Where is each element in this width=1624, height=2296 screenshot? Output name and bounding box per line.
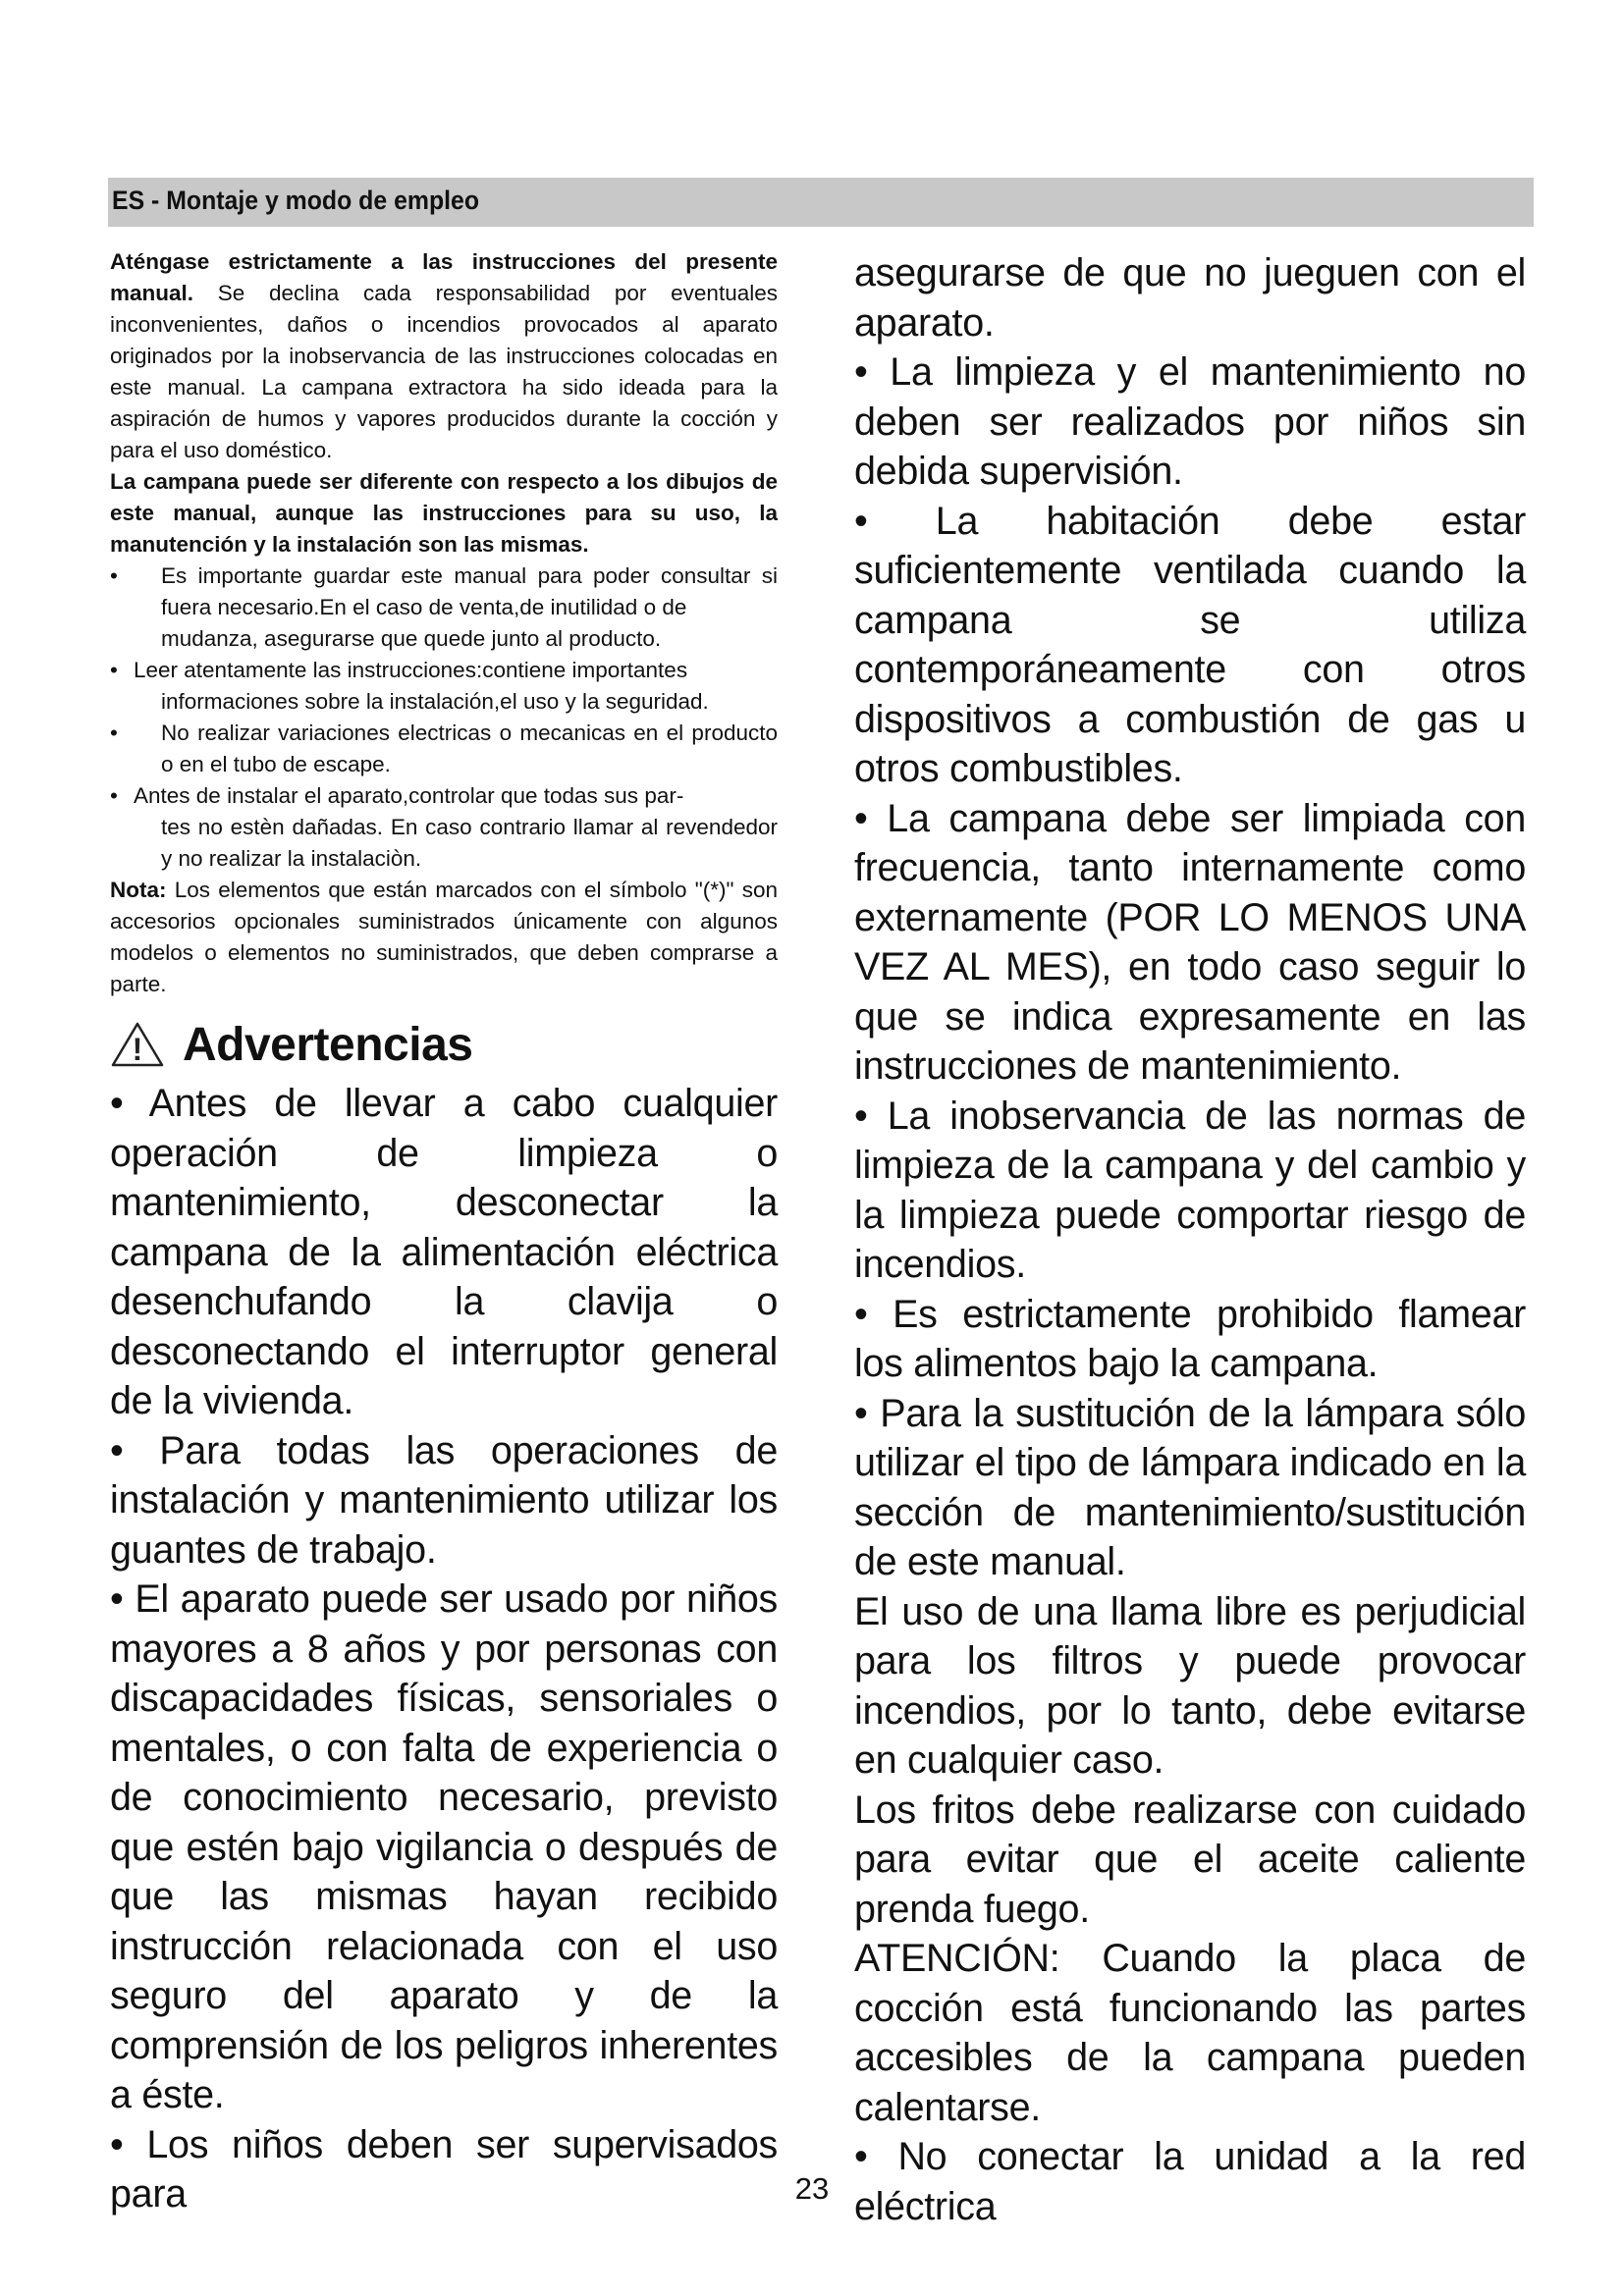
warning-item: • Los niños deben ser supervisados para bbox=[110, 2122, 778, 2216]
list-item: • No realizar variaciones electricas o mecanicas en el producto o en el tubo de escape. bbox=[110, 721, 778, 776]
svg-text:!: ! bbox=[132, 1032, 143, 1067]
warning-item: • Para todas las operaciones de instalación y mantenimiento utilizar los guantes de trabajo. bbox=[110, 1428, 778, 1572]
list-item: • Es importante guardar este manual para poder consultar si fuera necesario.En el caso de venta,de inutilidad o de bbox=[110, 563, 778, 619]
warning-triangle-icon bbox=[110, 1021, 165, 1068]
warning-item: • La inobservancia de las normas de limpieza de la campana y del cambio y la limpieza puede comportar riesgo de incendios. bbox=[854, 1094, 1526, 1286]
intro-paragraph bbox=[110, 246, 778, 466]
warning-item: • La campana debe ser limpiada con frecuencia, tanto internamente como externamente (POR LO MENOS UNA VEZ AL MES), en todo caso seguir lo que se indica expresamente en las instrucciones de mantenimiento. bbox=[854, 796, 1526, 1088]
warnings-title: Advertencias bbox=[183, 1018, 473, 1071]
drawing-note bbox=[110, 466, 778, 561]
warning-item: • Para la sustitución de la lámpara sólo utilizar el tipo de lámpara indicado en la sección de mantenimiento/sustitución de este manual. bbox=[854, 1391, 1526, 1583]
list-item-continuation: informaciones sobre la instalación,el uso y la seguridad. bbox=[161, 689, 709, 714]
warning-item: • El aparato puede ser usado por niños mayores a 8 años y por personas con discapacidades físicas, sensoriales o mentales, o con falta de experiencia o de conocimiento necesario, previsto que estén bajo vigilancia o después de que las mismas hayan recibido instrucción relacionada con el uso seguro del aparato y de la comprensión de los peligros inherentes a éste. bbox=[110, 1577, 778, 2116]
drawing-note-text: La campana puede ser diferente con respecto a los dibujos de este manual, aunque las instrucciones para su uso, la manutención y la instalación son las mismas. bbox=[110, 469, 778, 557]
note-paragraph bbox=[110, 875, 778, 1000]
section-title: ES - Montaje y modo de empleo bbox=[112, 186, 480, 215]
warning-item: • La habitación debe estar suficientemente ventilada cuando la campana se utiliza contemporáneamente con otros dispositivos a combustión de gas u otros combustibles. bbox=[854, 499, 1526, 790]
intro-bold-text: Aténgase estrictamente a las instrucciones del presente manual. bbox=[110, 249, 778, 305]
list-item-continuation: mudanza, asegurarse que quede junto al producto. bbox=[161, 626, 662, 651]
note-text: Los elementos que están marcados con el símbolo "(*)" son accesorios opcionales suministrados únicamente con algunos modelos o elementos no suministrados, que deben comprarse a parte. bbox=[110, 878, 778, 996]
warning-item: • Antes de llevar a cabo cualquier operación de limpieza o mantenimiento, desconectar la campana de la alimentación eléctrica desenchufando la clavija o desconectando el interruptor general de la vivienda. bbox=[110, 1082, 778, 1422]
warning-item: ATENCIÓN: Cuando la placa de cocción está funcionando las partes accesibles de la campana pueden calentarse. bbox=[854, 1937, 1526, 2129]
warning-item: asegurarse de que no jueguen con el aparato. bbox=[854, 251, 1526, 345]
left-column bbox=[110, 246, 778, 2219]
right-column bbox=[854, 248, 1526, 2231]
page-number: 23 bbox=[794, 2171, 830, 2206]
list-item: • Antes de instalar el aparato,controlar que todas sus par- bbox=[110, 783, 684, 808]
list-item-continuation: tes no estèn dañadas. En caso contrario llamar al revendedor y no realizar la instalaciòn. bbox=[161, 815, 778, 871]
warning-item: • La limpieza y el mantenimiento no deben ser realizados por niños sin debida supervisión. bbox=[854, 350, 1526, 493]
warning-item: Los fritos debe realizarse con cuidado para evitar que el aceite caliente prenda fuego. bbox=[854, 1788, 1526, 1931]
warning-item: • Es estrictamente prohibido flamear los alimentos bajo la campana. bbox=[854, 1292, 1526, 1385]
section-header-bar bbox=[108, 178, 1534, 227]
note-label: Nota: bbox=[110, 878, 167, 902]
warning-item: El uso de una llama libre es perjudicial para los filtros y puede provocar incendios, por lo tanto, debe evitarse en cualquier caso. bbox=[854, 1589, 1526, 1782]
intro-text: Se declina cada responsabilidad por eventuales inconvenientes, daños o incendios provocados al aparato originados por la inobservancia de las instrucciones colocadas en este manual. La campana extractora ha sido ideada para la aspiración de humos y vapores producidos durante la cocción y para el uso doméstico. bbox=[110, 281, 778, 462]
list-item: • Leer atentamente las instrucciones:contiene importantes bbox=[110, 658, 688, 682]
warnings-heading bbox=[110, 1010, 778, 1079]
warning-item: • No conectar la unidad a la red eléctrica bbox=[854, 2135, 1526, 2228]
